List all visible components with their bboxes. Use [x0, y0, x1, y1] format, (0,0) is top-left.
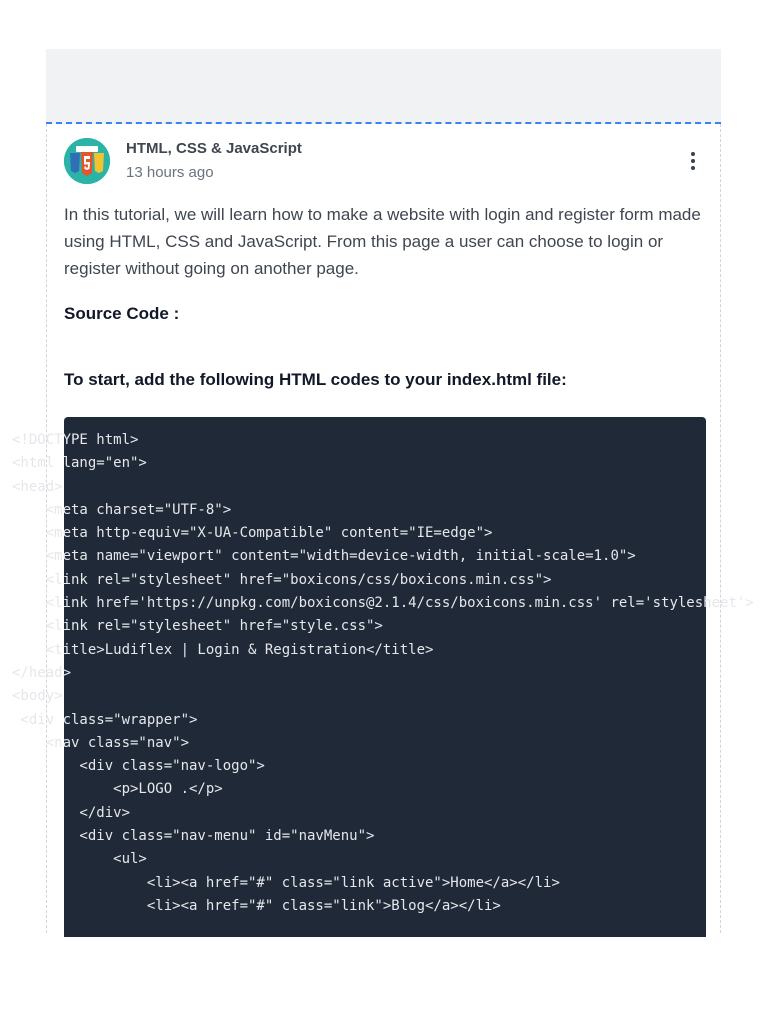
code-line: <li><a href="#" class="link">Blog</a></li> [12, 897, 501, 914]
author-name[interactable]: HTML, CSS & JavaScript [126, 140, 302, 157]
code-block[interactable] [12, 417, 754, 937]
kebab-menu-icon[interactable] [686, 150, 700, 174]
code-line: </div> [12, 804, 131, 821]
instruction-heading: To start, add the following HTML codes to your index.html file: [64, 370, 567, 389]
code-line: <html lang="en"> [12, 455, 147, 472]
author-row [64, 138, 704, 186]
code-line: <!DOCTYPE html> [12, 432, 139, 448]
code-line: </head> [12, 664, 72, 681]
code-line: <link rel="stylesheet" href="style.css"> [12, 618, 383, 635]
code-line: <head> [12, 478, 63, 495]
code-content [12, 429, 772, 918]
code-line: <body> [12, 688, 63, 705]
post-card [12, 49, 754, 933]
post-body [12, 124, 754, 933]
code-line: <li><a href="#" class="link active">Home</a></li> [12, 874, 560, 891]
code-line: <div class="nav-menu" id="navMenu"> [12, 828, 375, 845]
code-line: <meta http-equiv="X-UA-Compatible" content="IE=edge"> [12, 525, 493, 542]
code-line: <link href='https://unpkg.com/boxicons@2.1.4/css/boxicons.min.css' rel='stylesheet'> [12, 595, 754, 612]
code-line: <p>LOGO .</p> [12, 781, 223, 798]
code-line: <div class="nav-logo"> [12, 758, 265, 775]
code-line: <meta charset="UTF-8"> [12, 501, 232, 518]
code-line: <link rel="stylesheet" href="boxicons/css/boxicons.min.css"> [12, 571, 552, 588]
html5-css3-logo-icon[interactable] [64, 138, 110, 184]
post-banner [46, 49, 721, 124]
post-timestamp: 13 hours ago [126, 164, 214, 181]
code-line: <div class="wrapper"> [12, 711, 198, 728]
code-line: <nav class="nav"> [12, 734, 190, 751]
code-line: <meta name="viewport" content="width=device-width, initial-scale=1.0"> [12, 548, 636, 565]
code-line: <title>Ludiflex | Login & Registration</title> [12, 641, 434, 658]
code-line: <ul> [12, 851, 147, 868]
source-code-heading: Source Code : [64, 304, 180, 323]
post-intro-text: In this tutorial, we will learn how to make a website with login and register form made using HTML, CSS and JavaScript. From this page a user can choose to login or register without going on another page. [64, 205, 701, 278]
